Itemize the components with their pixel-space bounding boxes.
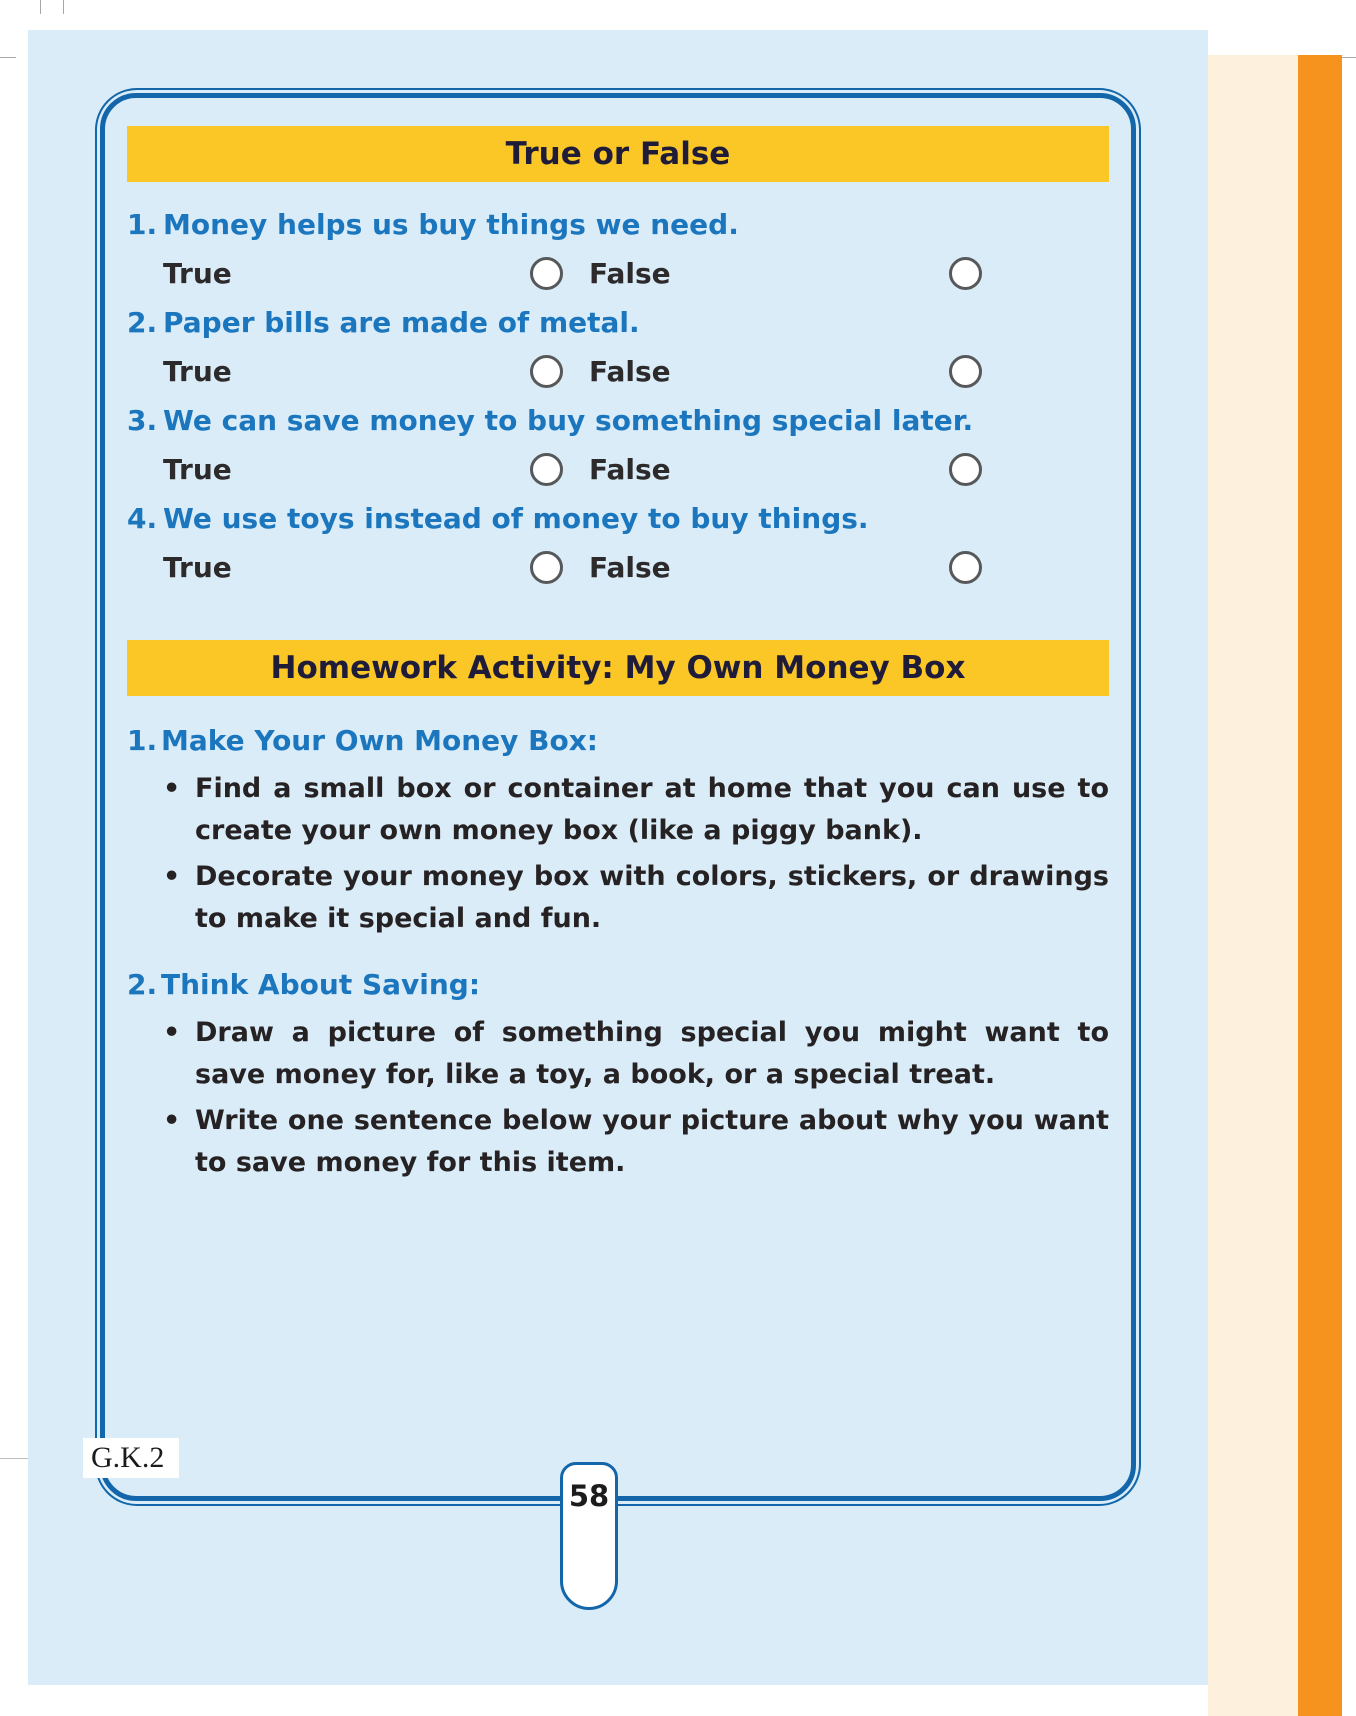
false-label: False [589, 452, 671, 486]
crop-mark [40, 0, 41, 14]
bullet-text: Draw a picture of something special you might want to save money for, like a toy, a book, or a special treat. [195, 1017, 1109, 1090]
false-label: False [589, 550, 671, 584]
question-2 [127, 306, 1109, 390]
question-4 [127, 502, 1109, 586]
true-radio-q2[interactable] [530, 355, 563, 388]
crop-mark [1340, 57, 1356, 58]
crop-mark [63, 0, 64, 14]
false-radio-q1[interactable] [949, 257, 982, 290]
item-heading-text: Make Your Own Money Box: [161, 724, 599, 757]
question-3-answer-row [127, 450, 1109, 488]
question-2-heading [127, 306, 1109, 340]
homework-item-1-heading [127, 722, 1109, 760]
page-edge-orange-strip [1298, 55, 1342, 1716]
false-radio-q2[interactable] [949, 355, 982, 388]
frame-content [127, 126, 1109, 1188]
question-4-heading [127, 502, 1109, 536]
question-number: 3. [127, 404, 158, 437]
crop-mark [0, 57, 16, 58]
section-title-true-or-false: True or False [505, 136, 731, 172]
bullet-point [127, 768, 1109, 852]
homework-item-2 [127, 966, 1109, 1184]
section-banner-homework [127, 640, 1109, 696]
bullet-text: Decorate your money box with colors, stickers, or drawings to make it special and fun. [195, 861, 1109, 934]
true-label: True [163, 256, 232, 290]
question-number: 4. [127, 502, 158, 535]
bullet-text: Write one sentence below your picture about why you want to save money for this item. [195, 1105, 1109, 1178]
question-2-answer-row [127, 352, 1109, 390]
false-radio-q4[interactable] [949, 551, 982, 584]
item-heading-text: Think About Saving: [161, 968, 481, 1001]
question-4-answer-row [127, 548, 1109, 586]
false-radio-q3[interactable] [949, 453, 982, 486]
bullet-point [127, 856, 1109, 940]
question-text: Money helps us buy things we need. [163, 208, 739, 241]
bullet-point [127, 1100, 1109, 1184]
page-edge-cream-strip [1208, 55, 1298, 1716]
page-number-tab [560, 1462, 618, 1610]
question-number: 1. [127, 208, 158, 241]
question-3-heading [127, 404, 1109, 438]
bullet-icon: • [163, 1105, 181, 1136]
item-number: 2. [127, 968, 158, 1001]
question-3 [127, 404, 1109, 488]
section-title-homework: Homework Activity: My Own Money Box [270, 650, 966, 686]
question-1-heading [127, 208, 1109, 242]
homework-item-2-heading [127, 966, 1109, 1004]
question-number: 2. [127, 306, 158, 339]
true-label: True [163, 452, 232, 486]
true-radio-q4[interactable] [530, 551, 563, 584]
true-radio-q3[interactable] [530, 453, 563, 486]
question-text: We use toys instead of money to buy things. [163, 502, 869, 535]
bullet-text: Find a small box or container at home that you can use to create your own money box (like a piggy bank). [195, 773, 1109, 846]
false-label: False [589, 354, 671, 388]
true-label: True [163, 550, 232, 584]
bullet-icon: • [163, 773, 181, 804]
footer-grade-label [83, 1438, 179, 1478]
content-frame [95, 88, 1141, 1506]
question-text: We can save money to buy something special later. [163, 404, 974, 437]
true-label: True [163, 354, 232, 388]
bullet-icon: • [163, 1017, 181, 1048]
question-1 [127, 208, 1109, 292]
question-1-answer-row [127, 254, 1109, 292]
question-text: Paper bills are made of metal. [163, 306, 640, 339]
item-number: 1. [127, 724, 158, 757]
bullet-icon: • [163, 861, 181, 892]
false-label: False [589, 256, 671, 290]
bullet-point [127, 1012, 1109, 1096]
true-radio-q1[interactable] [530, 257, 563, 290]
section-banner-true-or-false [127, 126, 1109, 182]
page-number: 58 [568, 1479, 610, 1513]
grade-label-text: G.K.2 [91, 1441, 165, 1474]
homework-item-1 [127, 722, 1109, 940]
